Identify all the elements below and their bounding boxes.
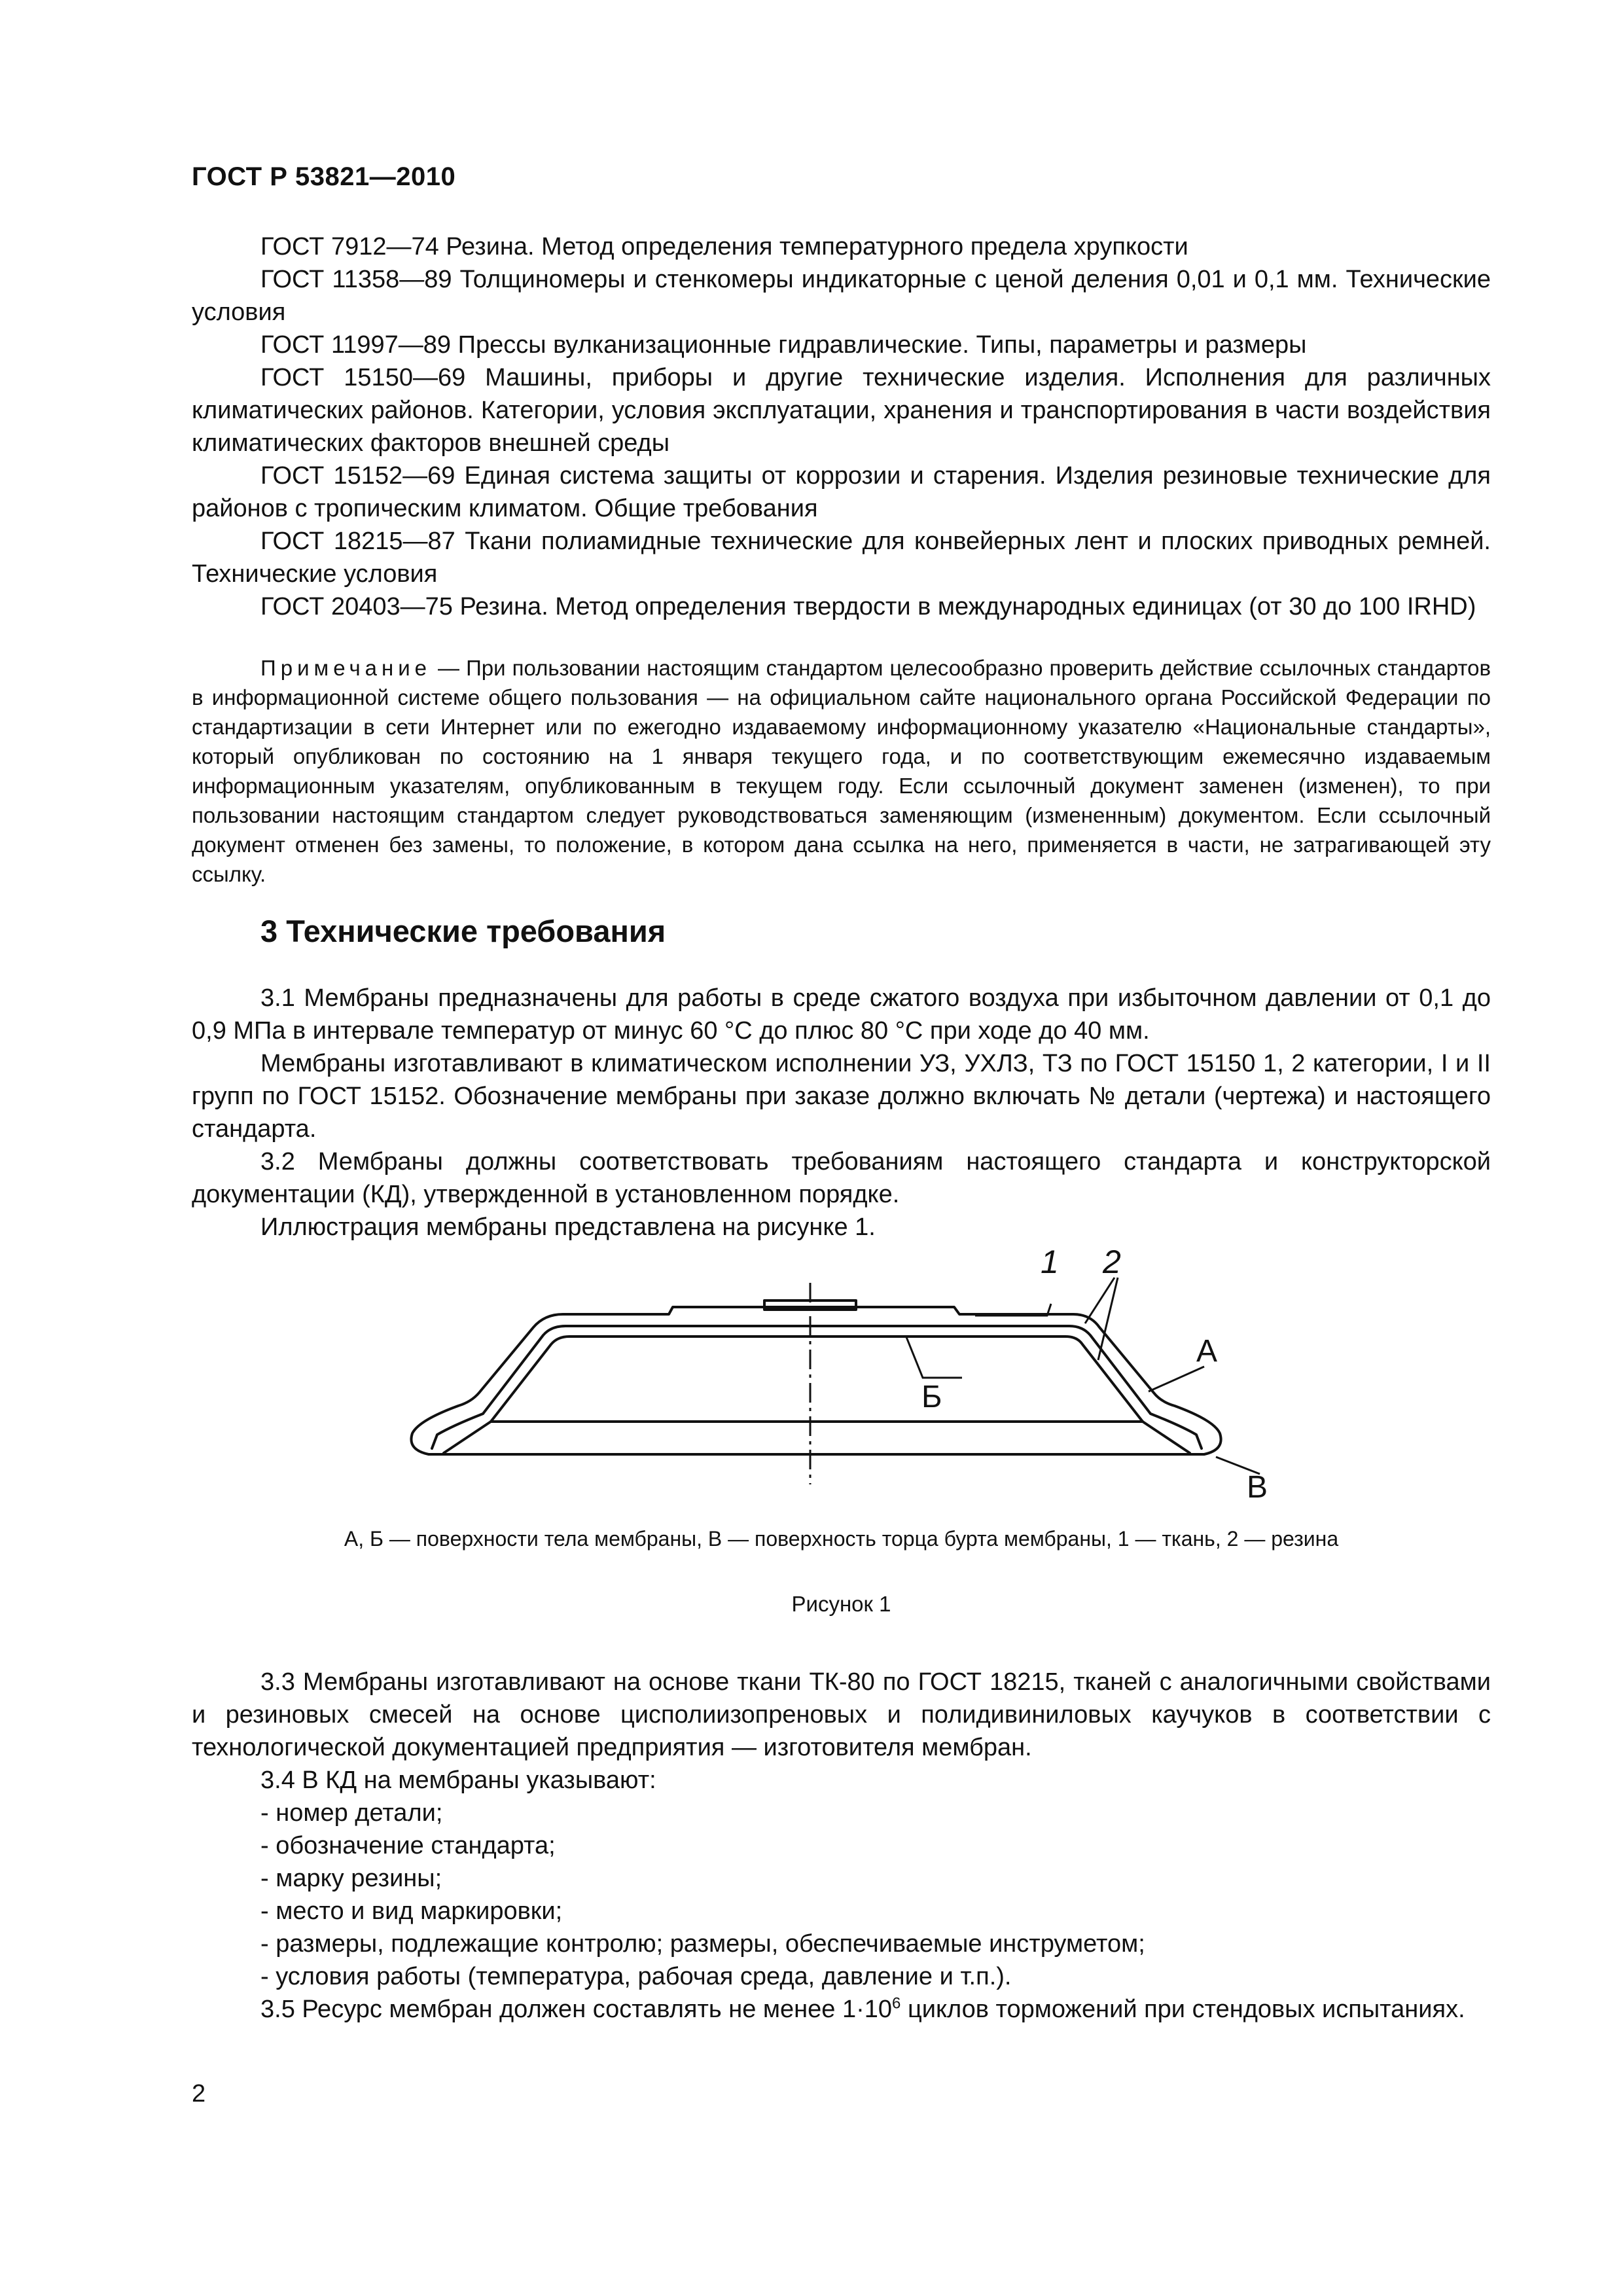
paragraph: 3.4 В КД на мембраны указывают: bbox=[260, 1767, 656, 1794]
list-item: - место и вид маркировки; bbox=[260, 1897, 563, 1925]
leader-b bbox=[906, 1337, 962, 1378]
section-title: 3 Технические требования bbox=[260, 914, 666, 948]
figure-caption: А, Б — поверхности тела мембраны, В — поверхность торца бурта мембраны, 1 — ткань, 2 — резина bbox=[344, 1527, 1339, 1551]
list-item: - размеры, подлежащие контролю; размеры, обеспечиваемые инструметом; bbox=[260, 1930, 1145, 1958]
list-item: - условия работы (температура, рабочая среда, давление и т.п.). bbox=[260, 1963, 1012, 1990]
section-body-top bbox=[192, 982, 1491, 1244]
paragraph: 3.1 Мембраны предназначены для работы в среде сжатого воздуха при избыточном давлении от 0,1 до 0,9 МПа в интервале температур от минус 60 °С до плюс 80 °С при ходе до 40 мм. bbox=[192, 984, 1491, 1045]
label-1: 1 bbox=[1041, 1244, 1059, 1280]
figure-title: Рисунок 1 bbox=[791, 1592, 891, 1616]
reference-item: ГОСТ 15152—69 Единая система защиты от коррозии и старения. Изделия резиновые технические для районов с тропическим климатом. Общие требования bbox=[192, 462, 1491, 522]
page-number: 2 bbox=[192, 2080, 206, 2108]
list-item: - номер детали; bbox=[260, 1799, 443, 1827]
leader-a bbox=[1149, 1367, 1204, 1391]
note-label: Примечание bbox=[260, 656, 432, 680]
section-body-bottom bbox=[192, 1666, 1491, 2026]
paragraph-3-5 bbox=[192, 1993, 1491, 2026]
note-block bbox=[192, 653, 1491, 889]
reference-item: ГОСТ 18215—87 Ткани полиамидные технические для конвейерных лент и плоских приводных ремней. Технические условия bbox=[192, 528, 1491, 588]
para-35-after: циклов торможений при стендовых испытаниях. bbox=[901, 1996, 1465, 2023]
note-paragraph bbox=[192, 653, 1491, 889]
paragraph: 3.2 Мембраны должны соответствовать требованиям настоящего стандарта и конструкторской документации (КД), утвержденной в установленном порядке. bbox=[192, 1148, 1491, 1208]
membrane-outer-contour bbox=[411, 1307, 1221, 1454]
reference-item: ГОСТ 20403—75 Резина. Метод определения твердости в международных единицах (от 30 до 100 IRHD) bbox=[260, 593, 1476, 620]
reference-item: ГОСТ 7912—74 Резина. Метод определения температурного предела хрупкости bbox=[260, 233, 1188, 260]
references-list bbox=[192, 230, 1491, 623]
membrane-figure bbox=[393, 1230, 1296, 1525]
membrane-inner-surface bbox=[444, 1336, 1190, 1453]
para-35-before: 3.5 Ресурс мембран должен составлять не менее 1·10 bbox=[260, 1996, 893, 2023]
reference-item: ГОСТ 15150—69 Машины, приборы и другие технические изделия. Исполнения для различных климатических районов. Категории, условия эксплуатации, хранения и транспортирования в части воздействия климатических факторов внешней среды bbox=[192, 364, 1491, 457]
reference-item: ГОСТ 11358—89 Толщиномеры и стенкомеры индикаторные с ценой деления 0,01 и 0,1 мм. Технические условия bbox=[192, 266, 1491, 326]
list-item: - марку резины; bbox=[260, 1865, 442, 1892]
note-text: — При пользовании настоящим стандартом целесообразно проверить действие ссылочных стандартов в информационной системе общего пользования — на официальном сайте национального органа Российской Федерации по стандартизации в сети Интернет или по ежегодно издаваемому информационному указателю «Национальные стандарты», который опубликован по состоянию на 1 января текущего года, и по соответствующим ежемесячно издаваемым информационным указателям, опубликованным в текущем году. Если ссылочный документ заменен (изменен), то при пользовании настоящим стандартом следует руководствоваться заменяющим (измененным) документом. Если ссылочный документ отменен без замены, то положение, в котором дана ссылка на него, применяется в части, не затрагивающей эту ссылку. bbox=[192, 656, 1491, 886]
leader-2a bbox=[1085, 1278, 1115, 1323]
reference-item: ГОСТ 11997—89 Прессы вулканизационные гидравлические. Типы, параметры и размеры bbox=[260, 331, 1307, 359]
paragraph: Иллюстрация мембраны представлена на рисунке 1. bbox=[260, 1213, 876, 1241]
paragraph: Мембраны изготавливают в климатическом исполнении УЗ, УХЛЗ, ТЗ по ГОСТ 15150 1, 2 категории, I и II групп по ГОСТ 15152. Обозначение мембраны при заказе должно включать № детали (чертежа) и настоящего стандарта. bbox=[192, 1050, 1491, 1143]
membrane-fabric-layer bbox=[432, 1326, 1202, 1448]
label-b: Б bbox=[921, 1380, 942, 1414]
document-header: ГОСТ Р 53821—2010 bbox=[192, 162, 456, 191]
paragraph: 3.3 Мембраны изготавливают на основе ткани ТК-80 по ГОСТ 18215, тканей с аналогичными свойствами и резиновых смесей на основе цисполиизопреновых и полидивиниловых каучуков в соответствии с технологической документацией предприятия — изготовителя мембран. bbox=[192, 1668, 1491, 1761]
label-2: 2 bbox=[1103, 1244, 1121, 1280]
label-v: В bbox=[1247, 1470, 1268, 1505]
list-item: - обозначение стандарта; bbox=[260, 1832, 556, 1859]
label-a: А bbox=[1196, 1334, 1218, 1369]
para-35-superscript: 6 bbox=[892, 1994, 901, 2013]
